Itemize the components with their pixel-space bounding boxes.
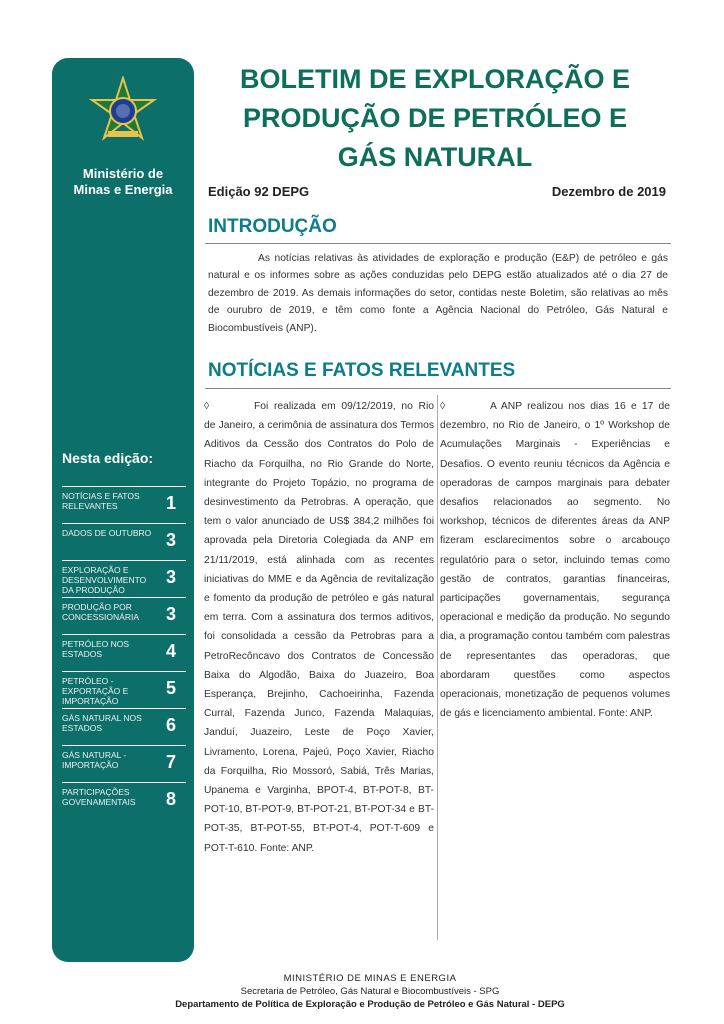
bulletin-title xyxy=(200,60,670,177)
title-line2: PRODUÇÃO DE PETRÓLEO E xyxy=(242,103,628,133)
toc-label: PARTICIPAÇÕES GOVENAMENTAIS xyxy=(62,787,136,807)
intro-paragraph: As notícias relativas às atividades de exploração e produção (E&P) de petróleo e gás natural e os informes sobre as ações conduzidas pelo DEPG estão atualizados até o dia 27 de dezembro de 2019. As demais informações do setor, contidas neste Boletim, são relativas ao mês de ourubro de 2019, e têm como fonte a Agência Nacional do Petróleo, Gás Natural e Biocombustíveis (ANP). xyxy=(208,253,668,334)
diamond-bullet-icon: ◊ xyxy=(204,401,210,412)
news-item-2-text: A ANP realizou nos dias 16 e 17 de dezembro, no Rio de Janeiro, o 1º Workshop de Acumulações Marginais - Experiências e Desafios. O evento reuniu técnicos da Agência e operadoras de campos marginais para debater desafios relacionados ao segmento. No workshop, técnicos de diferentes áreas da ANP fizeram esclarecimentos sobre o arcabouço regulatório para o setor, incluindo temas como gestão de contratos, garantias financeiras, participações governamentais, segurança operacional e medição da produção. No segundo dia, a programação contou também com palestras de representantes das operadoras, que abordaram questões como aspectos operacionais, monetização de pequenos volumes de gás e licenciamento ambiental. Fonte: ANP. xyxy=(440,401,670,720)
footer xyxy=(160,972,580,1011)
footer-line3: Departamento de Política de Exploração e Produção de Petróleo e Gás Natural - DEPG xyxy=(175,999,565,1010)
news-item-1-text: Foi realizada em 09/12/2019, no Rio de Janeiro, a cerimônia de assinatura dos Termos Aditivos da Cessão dos Contratos do Polo de Riacho da Forquilha, no Rio Grande do Norte, integrante do Projeto Topázio, no programa de desinvestimento da Petrobras. A operação, que tem o valor anunciado de US$ 384,2 milhões foi aprovada pela Diretoria Colegiada da ANP em 21/11/2019, está alinhada com as recentes iniciativas do MME e da Agência de revitalização e fomento da produção de petróleo e gás natural em terra. Com a assinatura dos termos aditivos, foi consolidada a cessão da Petrobras para a PetroRecôncavo dos Contratos de Concessão Baixa do Algodão, Baixa do Juazeiro, Boa Esperança, Brejinho, Cachoeirinha, Fazenda Curral, Fazenda Junco, Fazenda Malaquias, Janduí, Juazeiro, Leste de Poço Xavier, Livramento, Lorena, Pajeú, Poço Xavier, Riacho da Forquilha, Rio Mossoró, Sabiá, Três Marias, Upanema e Varginha, BPOT-4, BT-POT-8, BT-POT-10, BT-POT-9, BT-POT-21, BT-POT-34 e BT-POT-35, BT-POT-55, BT-POT-4, POT-T-609 e POT-T-610. Fonte: ANP. xyxy=(204,401,434,854)
toc-item[interactable] xyxy=(62,671,186,708)
footer-line1: MINISTÉRIO DE MINAS E ENERGIA xyxy=(283,973,457,984)
toc-page: 4 xyxy=(165,641,176,661)
news-item-1 xyxy=(204,397,434,858)
intro-heading: INTRODUÇÃO xyxy=(208,216,337,237)
divider xyxy=(205,243,671,244)
toc-label: EXPLORAÇÃO E DESENVOLVIMENTO DA PRODUÇÃO xyxy=(62,565,147,595)
toc-item[interactable] xyxy=(62,597,186,634)
nesta-edicao-title: Nesta edição: xyxy=(62,450,154,466)
toc-page: 3 xyxy=(165,604,176,624)
table-of-contents xyxy=(62,486,186,819)
toc-item[interactable] xyxy=(62,782,186,819)
toc-label: DADOS DE OUTUBRO xyxy=(62,528,152,538)
toc-page: 5 xyxy=(165,678,176,698)
edition-date: Dezembro de 2019 xyxy=(551,184,666,199)
title-line3: GÁS NATURAL xyxy=(337,142,533,172)
news-heading: NOTÍCIAS E FATOS RELEVANTES xyxy=(208,360,516,381)
toc-label: PETRÓLEO NOS ESTADOS xyxy=(62,639,130,659)
toc-item[interactable] xyxy=(62,560,186,597)
toc-page: 1 xyxy=(165,493,176,513)
toc-item[interactable] xyxy=(62,523,186,560)
ministry-name xyxy=(52,166,194,198)
coat-of-arms-icon xyxy=(88,76,158,146)
ministry-line2: Minas e Energia xyxy=(73,182,173,197)
toc-item[interactable] xyxy=(62,708,186,745)
toc-label: PETRÓLEO - EXPORTAÇÃO E IMPORTAÇÃO xyxy=(62,676,129,706)
toc-label: GÁS NATURAL - IMPORTAÇÃO xyxy=(62,750,127,770)
title-line1: BOLETIM DE EXPLORAÇÃO E xyxy=(239,64,631,94)
toc-page: 3 xyxy=(165,567,176,587)
diamond-bullet-icon: ◊ xyxy=(440,401,446,412)
footer-line2: Secretaria de Petróleo, Gás Natural e Biocombustíveis - SPG xyxy=(240,986,500,997)
edition-label: Edição 92 DEPG xyxy=(208,184,310,199)
toc-page: 3 xyxy=(165,530,176,550)
news-item-2 xyxy=(440,397,670,723)
toc-label: GÁS NATURAL NOS ESTADOS xyxy=(62,713,142,733)
toc-page: 7 xyxy=(165,752,176,772)
ministry-line1: Ministério de xyxy=(82,166,164,181)
toc-item[interactable] xyxy=(62,745,186,782)
toc-label: PRODUÇÃO POR CONCESSIONÁRIA xyxy=(62,602,139,622)
sidebar xyxy=(52,58,194,962)
toc-item[interactable] xyxy=(62,486,186,523)
toc-page: 6 xyxy=(165,715,176,735)
toc-page: 8 xyxy=(165,789,176,809)
toc-item[interactable] xyxy=(62,634,186,671)
toc-label: NOTÍCIAS E FATOS RELEVANTES xyxy=(62,491,140,511)
divider xyxy=(205,388,671,389)
column-divider xyxy=(437,395,438,940)
